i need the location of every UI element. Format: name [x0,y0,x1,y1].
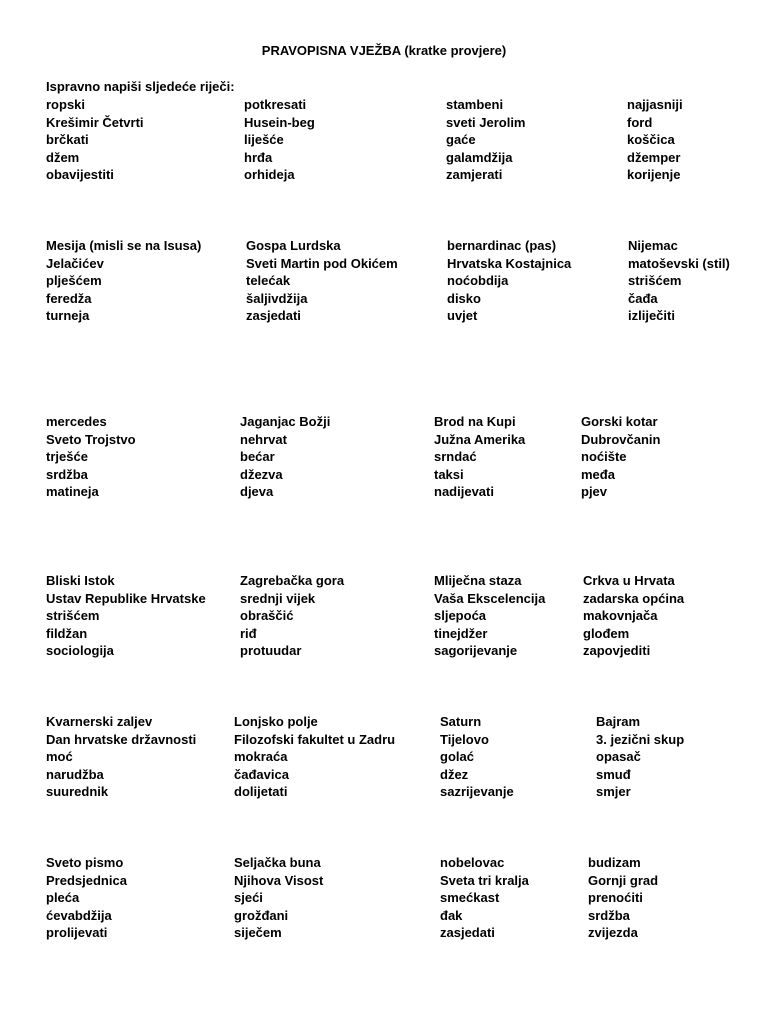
word-item: Kvarnerski zaljev [46,714,153,729]
word-item: matoševski (stil) [628,255,730,271]
word-item: turneja [46,308,90,324]
word-item: zvijezda [588,925,638,941]
word-item: disko [447,290,481,306]
word-item: protuudar [240,643,302,659]
word-item: zasjedati [440,925,495,941]
word-item: Sveto pismo [46,855,124,870]
word-item: Predsjednica [46,872,127,888]
word-item: Gospa Lurdska [246,238,341,253]
word-item: Brod na Kupi [434,414,516,429]
word-item: 3. jezični skup [596,731,685,747]
word-item: Sveti Martin pod Okićem [246,255,398,271]
word-item: Sveta tri kralja [440,872,529,888]
word-item: srndać [434,449,477,465]
word-item: plješćem [46,273,102,289]
word-item: nadijevati [434,484,494,500]
word-item: zapovjediti [583,643,651,659]
word-item: sagorijevanje [434,643,518,659]
word-item: zadarska općina [583,590,685,606]
word-item: suurednik [46,784,109,800]
word-item: zasjedati [246,308,301,324]
word-item: telećak [246,273,291,289]
word-item: golać [440,749,474,765]
word-item: obraščić [240,608,294,624]
word-item: stambeni [446,97,504,112]
word-item: šaljivdžija [246,290,308,306]
word-item: strišćem [46,608,100,624]
word-item: Gornji grad [588,872,659,888]
word-item: Bajram [596,714,641,729]
word-item: noćište [581,449,627,465]
word-item: gaće [446,132,476,148]
word-item: galamdžija [446,149,513,165]
word-item: bećar [240,449,275,465]
word-item: moć [46,749,73,765]
word-item: sljepoća [434,608,487,624]
word-item: smećkast [440,890,500,906]
word-item: Dubrovčanin [581,431,661,447]
word-item: prenoćiti [588,890,643,906]
word-item: riđ [240,625,257,641]
word-item: Ustav Republike Hrvatske [46,590,206,606]
word-item: tinejdžer [434,625,488,641]
word-item: džez [440,766,469,782]
word-item: dolijetati [234,784,288,800]
word-item: matineja [46,484,99,500]
word-item: Mliječna staza [434,573,522,588]
word-item: bernardinac (pas) [447,238,557,253]
word-item: Dan hrvatske državnosti [46,731,197,747]
word-item: srdžba [46,466,88,482]
word-item: Hrvatska Kostajnica [447,255,572,271]
word-item: uvjet [447,308,478,324]
word-item: Sveto Trojstvo [46,431,136,447]
word-item: smuđ [596,766,631,782]
word-item: ford [627,114,653,130]
word-item: djeva [240,484,274,500]
word-item: Seljačka buna [234,855,321,870]
word-item: međa [581,466,615,482]
word-item: Mesija (misli se na Isusa) [46,238,202,253]
word-item: Crkva u Hrvata [583,573,675,588]
word-item: Krešimir Četvrti [46,114,144,130]
word-item: čađavica [234,766,289,782]
word-item: izliječiti [628,308,675,324]
word-item: pleća [46,890,80,906]
page-title: PRAVOPISNA VJEŽBA (kratke provjere) [261,43,507,58]
word-item: Jaganjac Božji [240,414,331,429]
word-item: prolijevati [46,925,108,941]
word-item: Zagrebačka gora [240,573,345,588]
word-item: srednji vijek [240,590,316,606]
word-item: feredža [46,290,92,306]
word-item: đak [440,907,463,923]
word-item: brčkati [46,132,89,148]
word-item: Tijelovo [440,731,489,747]
instruction-heading: Ispravno napiši sljedeće riječi: [46,79,235,94]
word-item: Gorski kotar [581,414,658,429]
word-item: džemper [627,149,681,165]
word-item: opasač [596,749,641,765]
word-item: smjer [596,784,631,800]
word-item: najjasniji [627,97,683,112]
word-item: zamjerati [446,167,503,183]
word-item: nehrvat [240,431,287,447]
word-item: hrđa [244,149,273,165]
word-item: orhideja [244,167,295,183]
word-item: Njihova Visost [234,872,324,888]
word-item: Južna Amerika [434,431,526,447]
word-item: siječem [234,925,282,941]
word-item: koščica [627,132,675,148]
word-item: Saturn [440,714,482,729]
word-item: Husein-beg [244,114,315,130]
word-item: ropski [46,97,86,112]
word-item: mercedes [46,414,107,429]
word-item: čađa [628,290,658,306]
word-item: grožđani [234,907,289,923]
word-item: noćobdija [447,273,509,289]
word-item: taksi [434,466,464,482]
word-item: Nijemac [628,238,678,253]
word-item: Vaša Ekscelencija [434,590,546,606]
word-item: džem [46,149,80,165]
word-item: Lonjsko polje [234,714,318,729]
word-item: Filozofski fakultet u Zadru [234,731,396,747]
word-item: liješće [244,132,284,148]
word-item: budizam [588,855,641,870]
word-item: potkresati [244,97,307,112]
word-item: trješće [46,449,88,465]
word-item: ćevabdžija [46,907,112,923]
word-item: mokraća [234,749,288,765]
word-item: makovnjača [583,608,658,624]
word-item: sazrijevanje [440,784,514,800]
word-item: sjeći [234,890,263,906]
word-item: strišćem [628,273,682,289]
word-item: džezva [240,466,283,482]
word-item: Bliski Istok [46,573,115,588]
word-item: pjev [581,484,608,500]
word-item: sociologija [46,643,114,659]
word-item: narudžba [46,766,104,782]
word-item: fildžan [46,625,88,641]
word-item: nobelovac [440,855,505,870]
word-item: Jelačićev [46,255,104,271]
word-item: sveti Jerolim [446,114,526,130]
word-item: korijenje [627,167,681,183]
word-item: srdžba [588,907,630,923]
word-item: glođem [583,625,630,641]
word-item: obavijestiti [46,167,114,183]
